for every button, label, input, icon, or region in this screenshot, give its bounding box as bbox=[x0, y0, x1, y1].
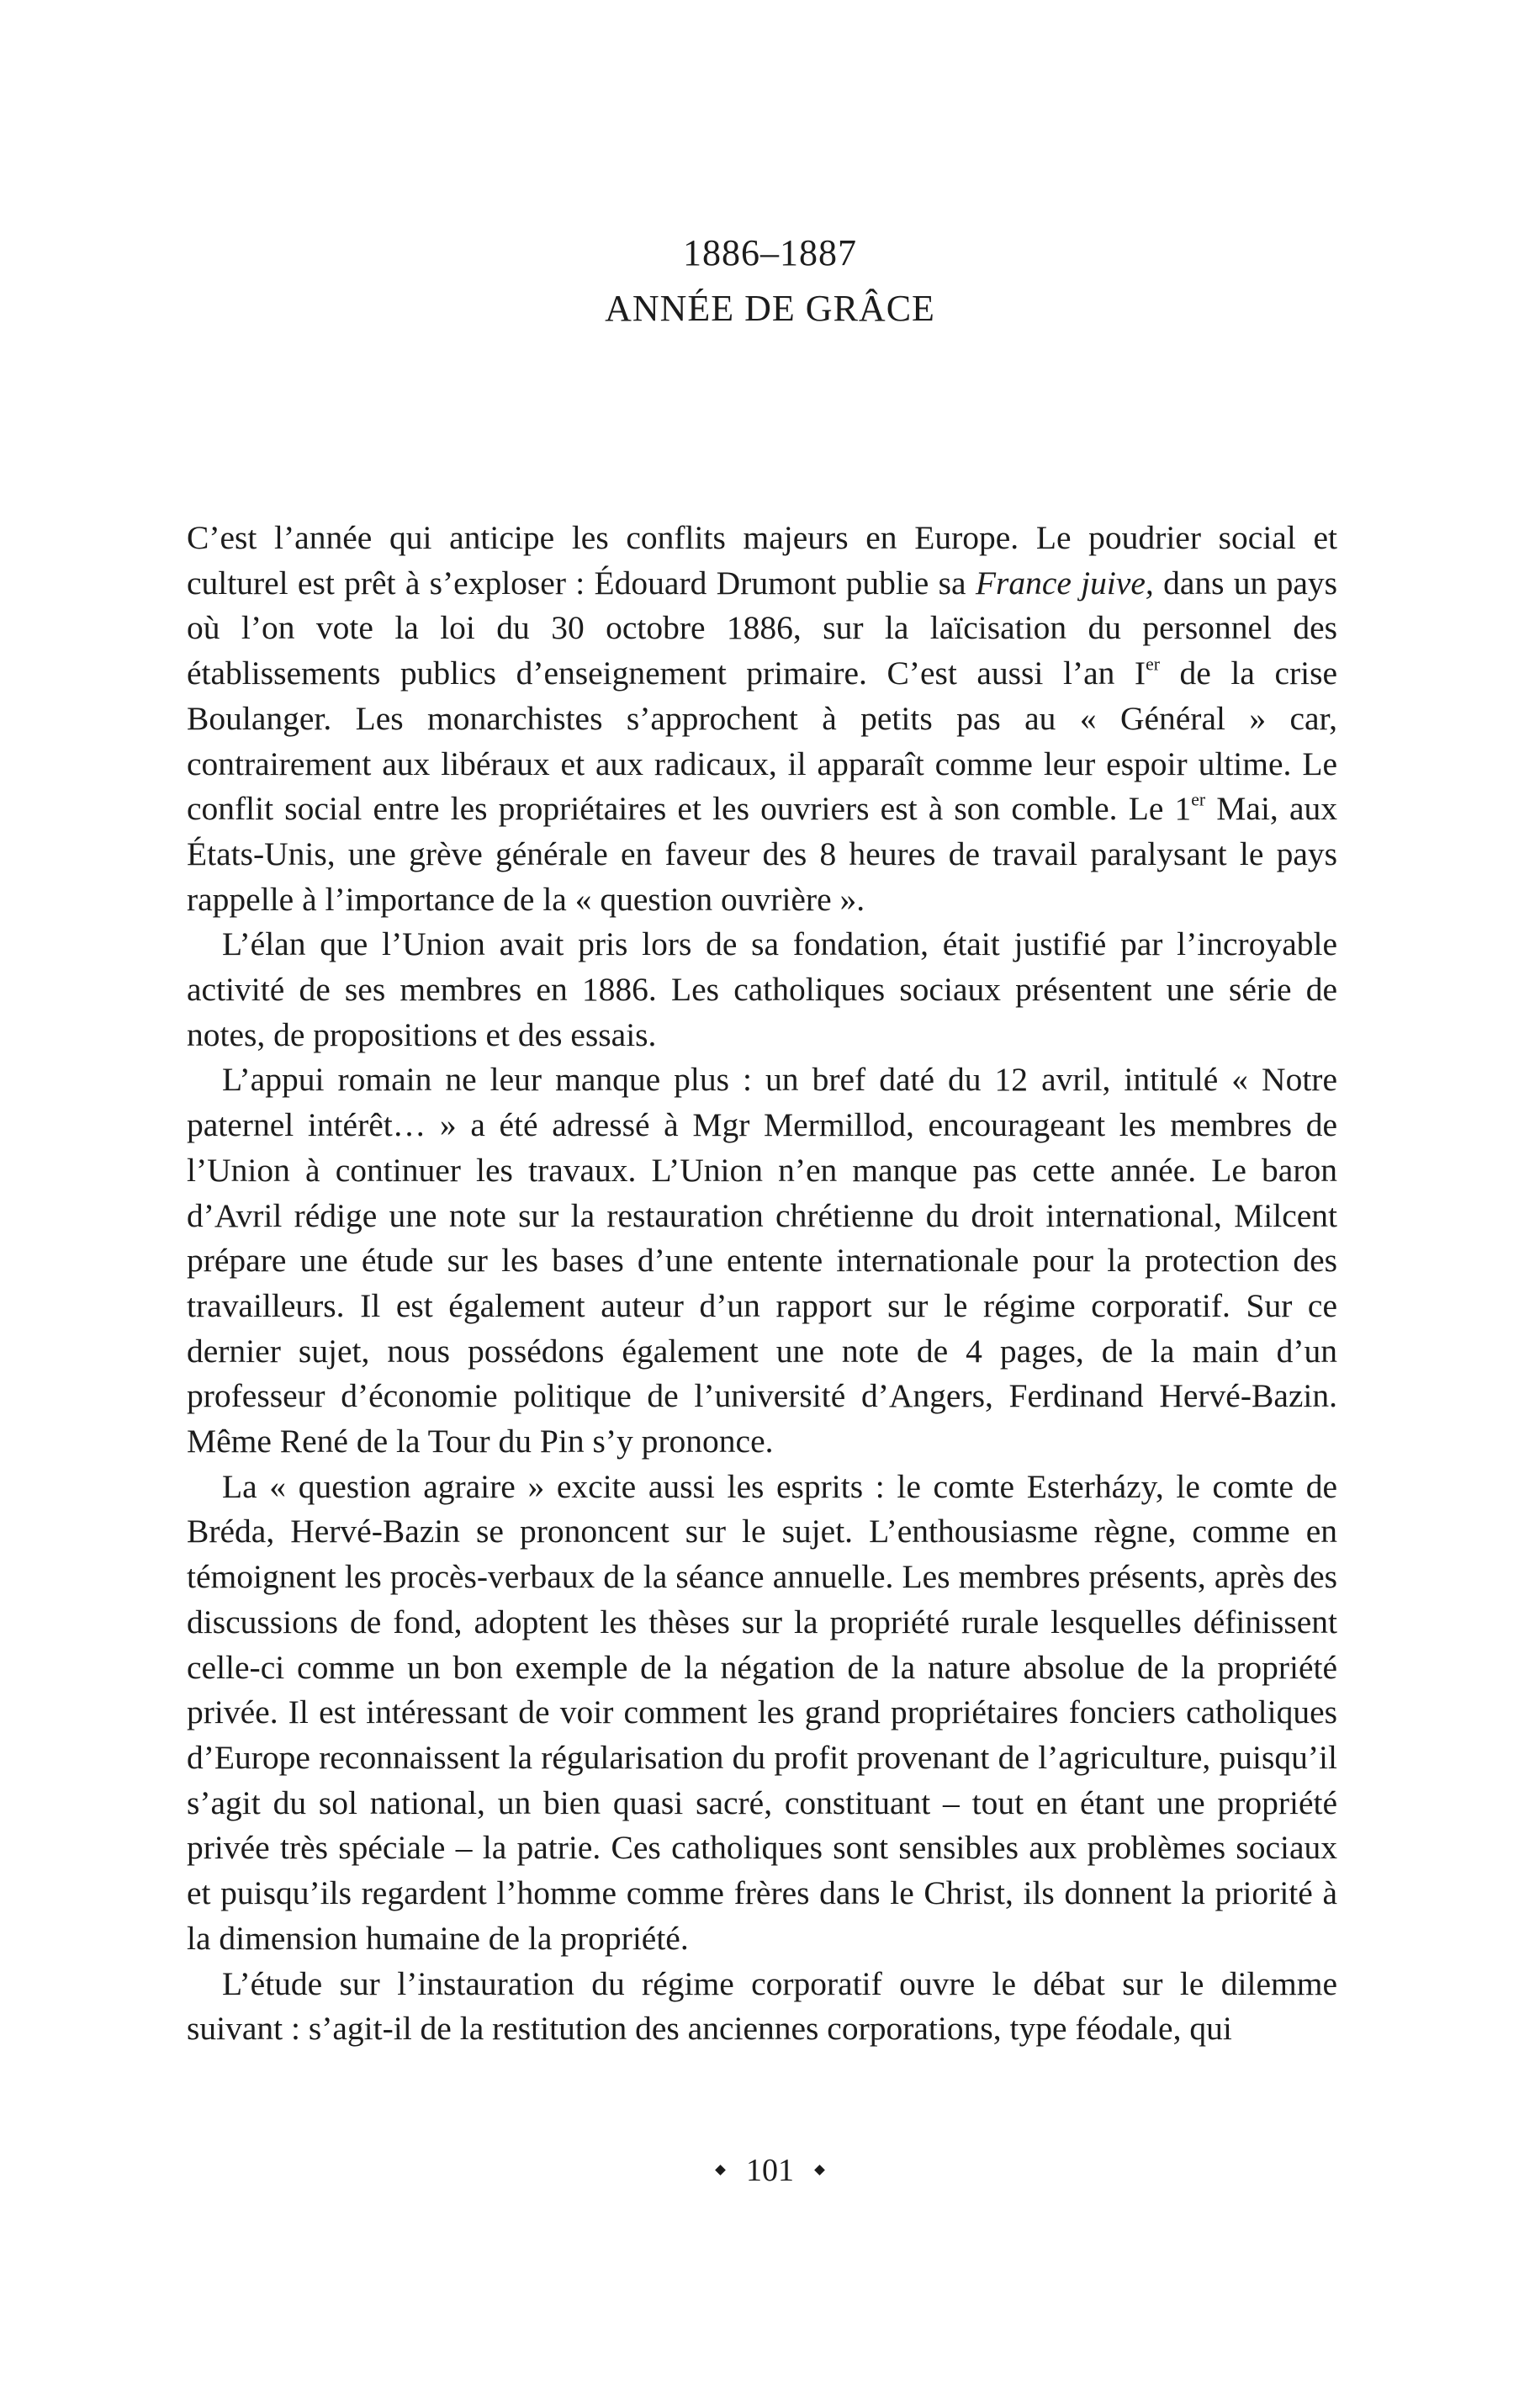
superscript: er bbox=[1146, 654, 1160, 675]
chapter-body bbox=[187, 516, 1337, 2052]
chapter-years: 1886–1887 bbox=[683, 232, 857, 273]
chapter-heading bbox=[0, 225, 1540, 337]
paragraph: L’élan que l’Union avait pris lors de sa fondation, était justifié par l’incroyable activité de ses membres en 1886. Les catholiques sociaux présentent une série de notes, de propositions et des essais. bbox=[187, 925, 1337, 1053]
diamond-ornament-icon bbox=[715, 2165, 726, 2176]
paragraph-text: de la crise Boulanger. Les monarchistes s’approchent à petits pas au « Général » car, contrairement aux libéraux et aux radicaux, il apparaît comme leur espoir ultime. Le conflit social entre les propriétaires et les ouvriers est à son comble. Le 1 bbox=[187, 655, 1338, 828]
page-number: 101 bbox=[746, 2153, 794, 2188]
paragraph-text: Mai, aux États-Unis, une grève générale en faveur des 8 heures de travail paralysant le pays rappelle à l’importance de la « question ouvrière ». bbox=[187, 790, 1337, 918]
page-footer bbox=[0, 2149, 1540, 2192]
diamond-ornament-icon bbox=[814, 2165, 825, 2176]
paragraph-text: dans un pays où l’on vote la loi du 30 octobre 1886, sur la laïcisation du personnel des établissements publics d’enseignement primaire. C’est aussi l’an I bbox=[187, 564, 1338, 692]
paragraph-text: C’est l’année qui anticipe les conflits majeurs en Europe. Le poudrier social et culturel est prêt à s’exploser : Édouard Drumont publie sa bbox=[187, 519, 1337, 602]
book-title-italic: France juive, bbox=[975, 564, 1154, 602]
paragraph: L’appui romain ne leur manque plus : un bref daté du 12 avril, intitulé « Notre paternel intérêt… » a été adressé à Mgr Mermillod, encourageant les membres de l’Union à continuer les travaux. L’Union n’en manque pas cette année. Le baron d’Avril rédige une note sur la restauration chrétienne du droit international, Milcent prépare une étude sur les bases d’une entente internationale pour la protection des travailleurs. Il est également auteur d’un rapport sur le régime corporatif. Sur ce dernier sujet, nous possédons également une note de 4 pages, de la main d’un professeur d’économie politique de l’université d’Angers, Ferdinand Hervé-Bazin. Même René de la Tour du Pin s’y prononce. bbox=[187, 1061, 1337, 1460]
paragraph bbox=[187, 516, 1337, 922]
paragraph: La « question agraire » excite aussi les esprits : le comte Esterházy, le comte de Bréda, Hervé-Bazin se prononcent sur le sujet. L’enthousiasme règne, comme en témoignent les procès-verbaux de la séance annuelle. Les membres présents, après des discussions de fond, adoptent les thèses sur la propriété rurale lesquelles définissent celle-ci comme un bon exemple de la négation de la nature absolue de la propriété privée. Il est intéressant de voir comment les grand propriétaires fonciers catholiques d’Europe reconnaissent la régularisation du profit provenant de l’agriculture, puisqu’il s’agit du sol national, un bien quasi sacré, constituant – tout en étant une propriété privée très spéciale – la patrie. Ces catholiques sont sensibles aux problèmes sociaux et puisqu’ils regardent l’homme comme frères dans le Christ, ils donnent la priorité à la dimension humaine de la propriété. bbox=[187, 1467, 1337, 1957]
superscript: er bbox=[1191, 789, 1206, 810]
paragraph: L’étude sur l’instauration du régime corporatif ouvre le débat sur le dilemme suivant : s’agit-il de la restitution des anciennes corporations, type féodale, qui bbox=[187, 1964, 1337, 2048]
chapter-title: ANNÉE DE GRÂCE bbox=[605, 288, 935, 329]
